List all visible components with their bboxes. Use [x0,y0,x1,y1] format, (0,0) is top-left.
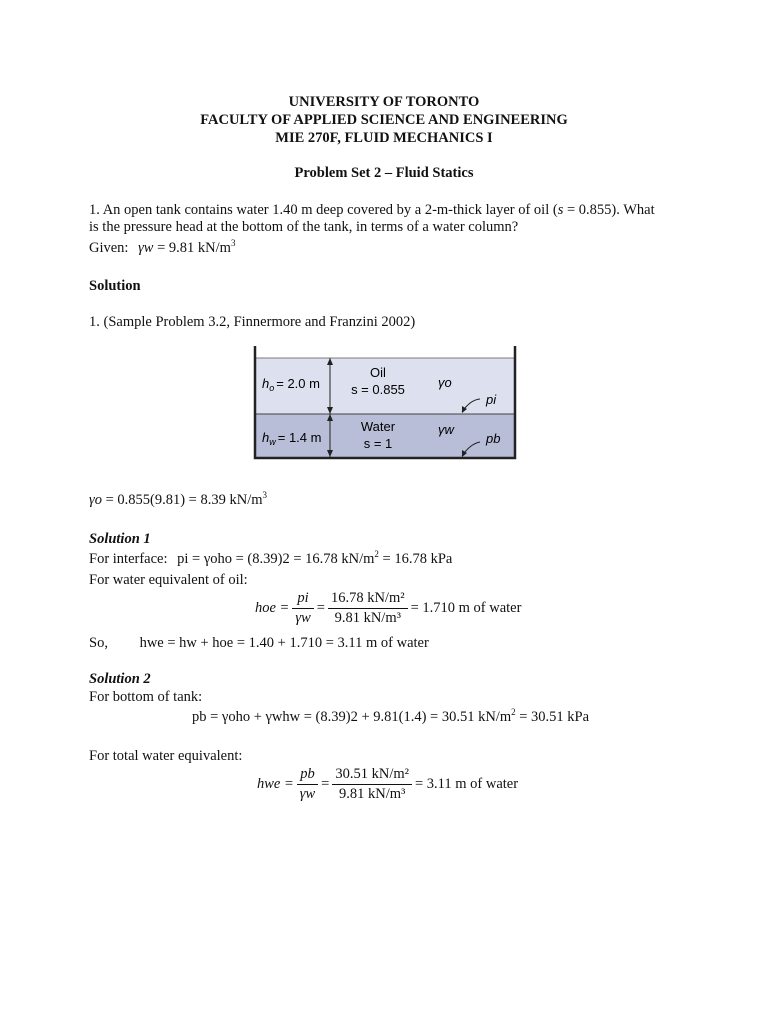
given-value: = 9.81 kN/m [157,240,231,256]
gamma-o-equation [89,492,267,509]
interface-exponent: 2 [374,549,379,560]
given-gamma-w: γw [138,240,154,256]
hwe-frac2-numerator: 30.51 kN/m² [332,766,412,785]
water-s-label: s = 1 [363,436,393,451]
hwe-frac1-numerator: pb [297,766,318,785]
faculty-name: FACULTY OF APPLIED SCIENCE AND ENGINEERING [200,112,568,128]
problem-statement-line2: is the pressure head at the bottom of the tank, in terms of a water column? [89,219,519,235]
interface-tail: = 16.78 kPa [378,551,453,567]
hoe-frac1-denominator: γw [295,610,311,626]
solution2-heading: Solution 2 [89,671,151,687]
hoe-equals: = [316,600,325,616]
hwe-equals: = [321,776,330,792]
hoe-fraction-numeric [328,590,408,627]
oil-name-label: Oil [370,365,386,380]
oil-s-label: s = 0.855 [351,382,405,397]
bottom-equation [192,709,589,726]
hwe-fraction-numeric [332,766,412,803]
hoe-frac2-numerator: 16.78 kN/m² [328,590,408,609]
tank-diagram [250,342,520,464]
solution-heading: Solution [89,278,141,294]
hwe-equation [257,766,518,803]
solution-reference: 1. (Sample Problem 3.2, Finnermore and Franzini 2002) [89,314,416,330]
hwe-frac1-denominator: γw [299,786,316,802]
hoe-fraction-symbolic [292,590,313,627]
gamma-o-exponent: 3 [262,490,268,501]
bottom-equation-body: pb = γoho + γwhw = (8.39)2 + 9.81(1.4) = 30.51 kN/m [192,709,512,725]
interface-equation: pi = γoho = (8.39)2 = 16.78 kN/m [177,551,375,567]
given-label: Given: [89,240,129,256]
water-name-label: Water [360,419,396,434]
gamma-w-label: γw [438,422,454,437]
p-i-label: pi [486,392,497,407]
hwe-fraction-symbolic [297,766,318,803]
problem-s-variable: s [557,202,564,218]
hoe-frac1-numerator: pi [292,590,313,609]
hwe-frac2-denominator: 9.81 kN/m³ [338,786,406,802]
problem-text-a: 1. An open tank contains water 1.40 m deep covered by a 2-m-thick layer of oil ( [89,202,558,218]
hwe-result: = 3.11 m of water [415,776,519,792]
problem-statement-line1 [89,202,655,219]
hoe-equation [255,590,521,627]
ho-label: $h_o = 2.0$ m [262,376,320,393]
total-equivalent-label: For total water equivalent: [89,748,243,764]
hoe-result: = 1.710 m of water [410,600,522,616]
problem-set-title: Problem Set 2 – Fluid Statics [294,165,474,181]
hwe-lhs: hwe = [257,776,294,792]
university-name: UNIVERSITY OF TORONTO [288,94,480,110]
hoe-frac2-denominator: 9.81 kN/m³ [334,610,401,626]
problem-text-b: = 0.855). What [563,202,655,218]
given-exponent: 3 [230,238,236,249]
bottom-tail: = 30.51 kPa [515,709,590,725]
so-equation: hwe = hw + hoe = 1.40 + 1.710 = 3.11 m of water [139,635,429,651]
water-equivalent-label: For water equivalent of oil: [89,572,248,588]
hoe-lhs: hoe = [255,600,290,616]
p-b-label: pb [486,431,501,446]
gamma-o-lhs: γo [89,492,102,508]
hw-label: $h_w = 1.4$ m [262,430,322,447]
gamma-o-label: γo [438,375,452,390]
course-name: MIE 270F, FLUID MECHANICS I [275,130,493,146]
so-line [89,635,429,652]
bottom-label: For bottom of tank: [89,689,203,705]
given-line [89,240,235,257]
gamma-o-rhs: = 0.855(9.81) = 8.39 kN/m [105,492,263,508]
solution1-heading: Solution 1 [89,531,151,547]
interface-line [89,551,452,568]
interface-label: For interface: [89,551,168,567]
bottom-exponent: 2 [511,707,516,718]
so-label: So, [89,635,108,651]
